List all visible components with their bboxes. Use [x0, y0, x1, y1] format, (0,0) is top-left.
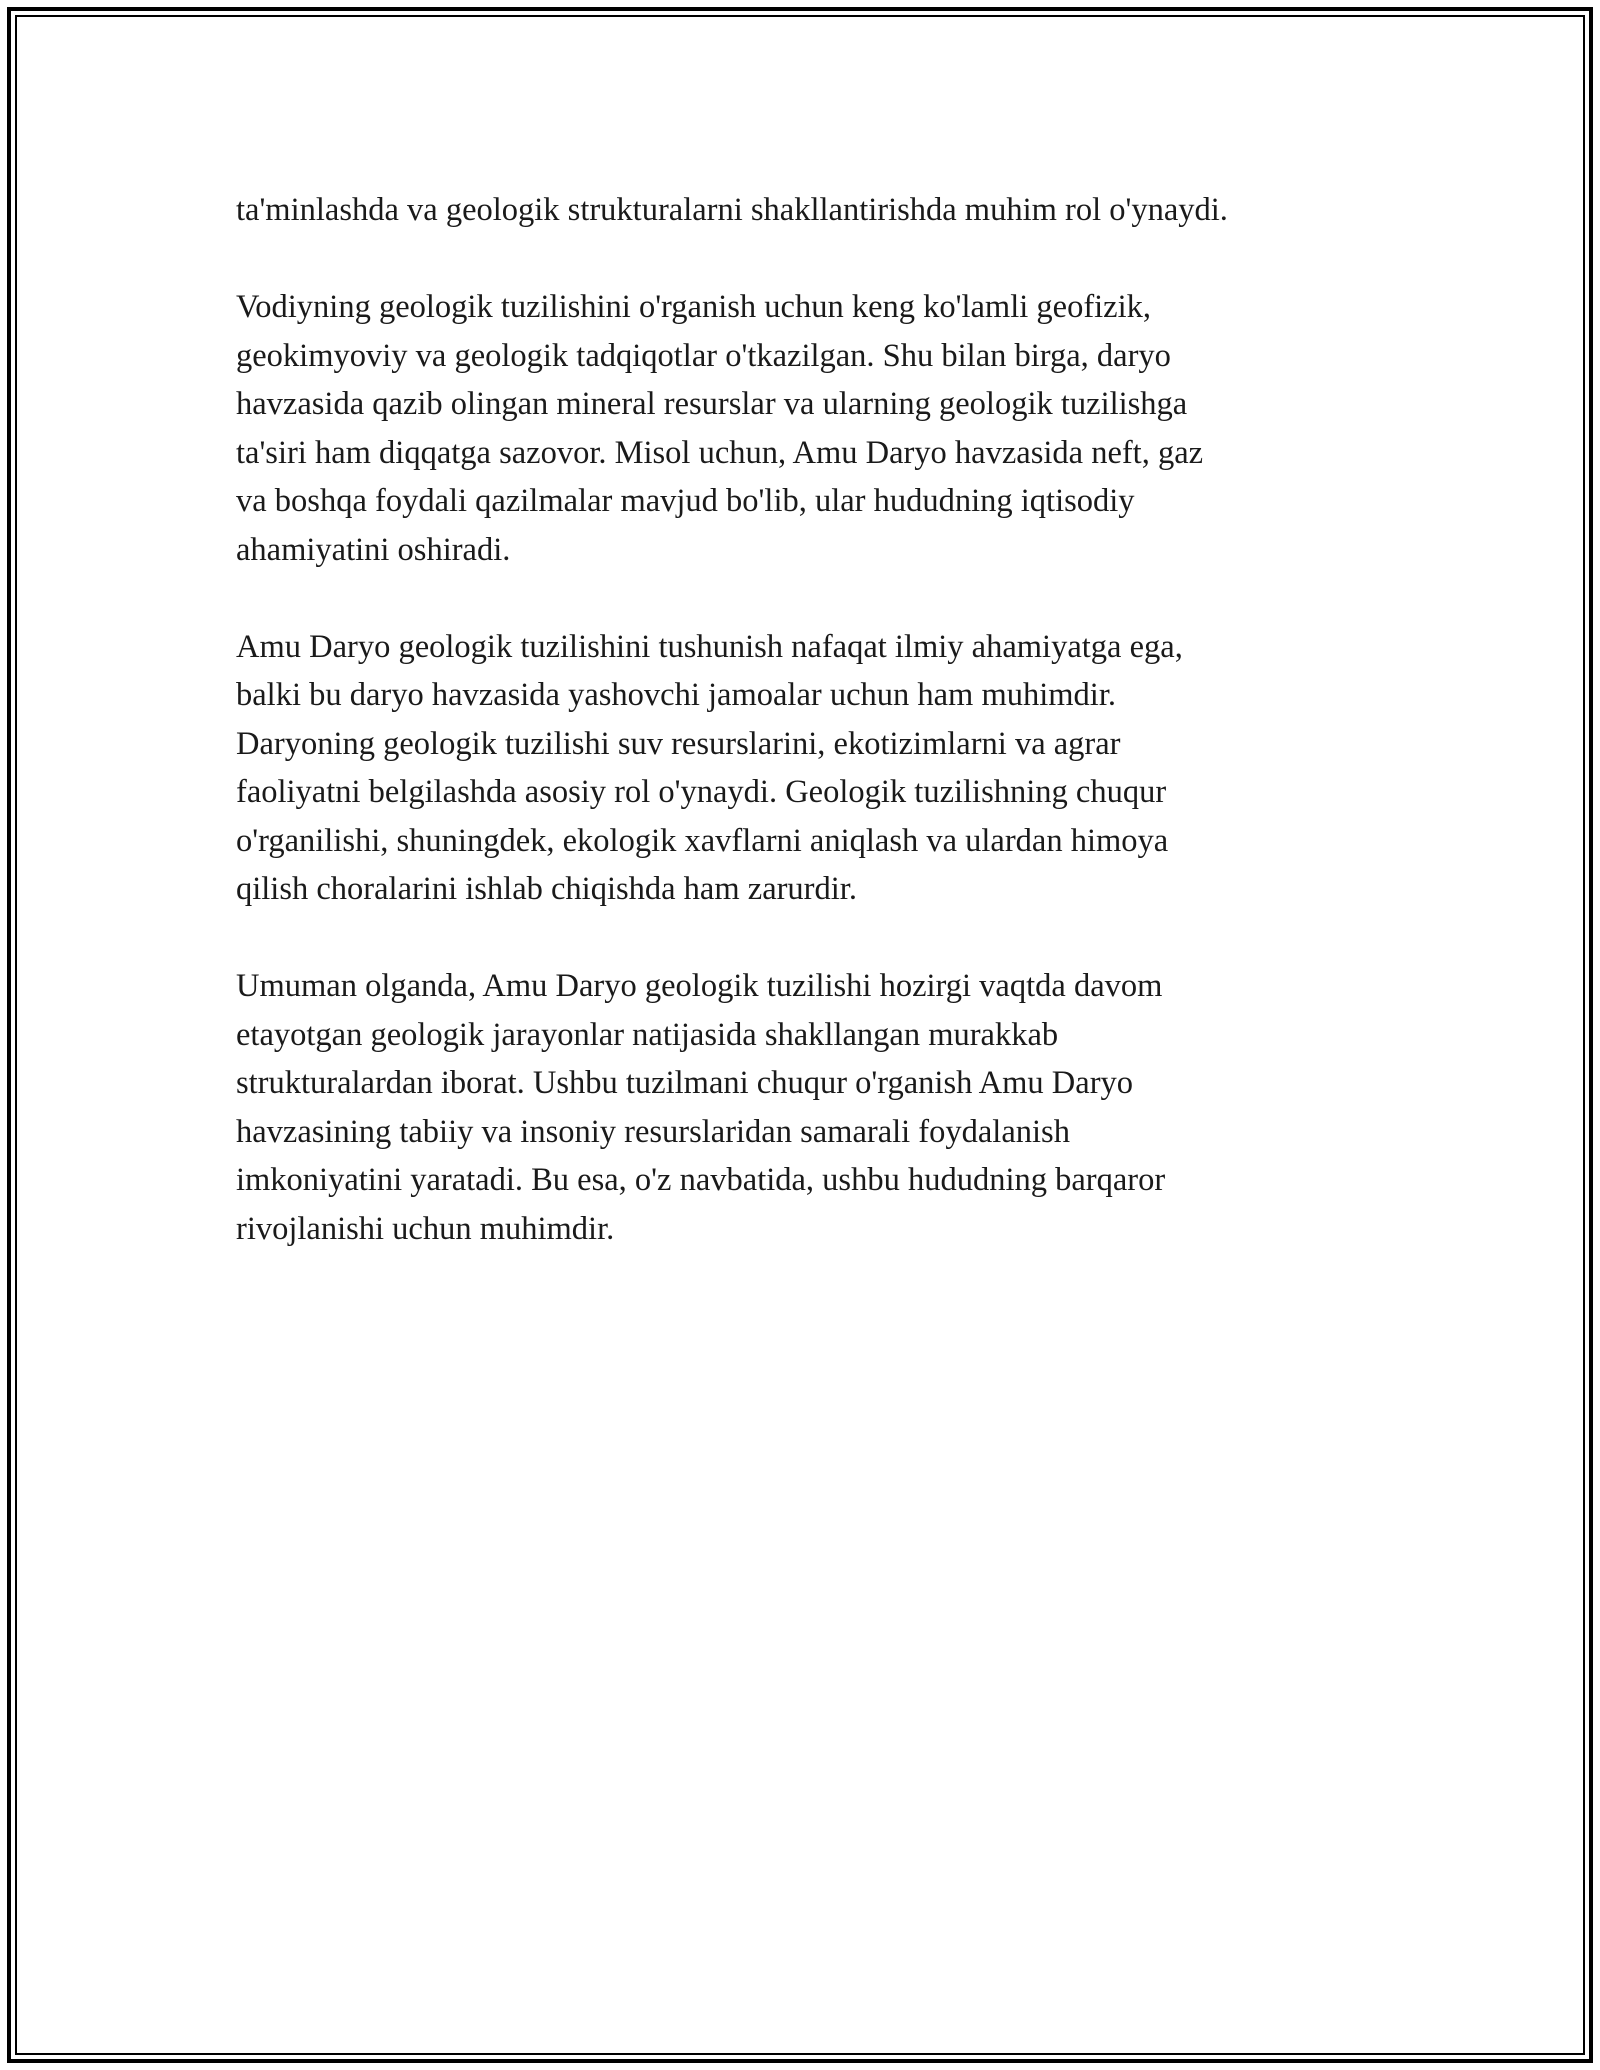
paragraph-conclusion: Umuman olganda, Amu Daryo geologik tuzilishi hozirgi vaqtda davom etayotgan geologik jarayonlar natijasida shakllangan murakkab strukturalardan iborat. Ushbu tuzilmani chuqur o'rganish Amu Daryo havzasining tabiiy va insoniy resurslaridan samarali foydalanish imkoniyatini yaratadi. Bu esa, o'z navbatida, ushbu hududning barqaror rivojlanishi uchun muhimdir.: [236, 968, 1166, 1247]
document-body: [236, 186, 1366, 1302]
paragraph-scientific-importance: Amu Daryo geologik tuzilishini tushunish nafaqat ilmiy ahamiyatga ega, balki bu daryo havzasida yashovchi jamoalar uchun ham muhimdir. Daryoning geologik tuzilishi suv resurslarini, ekotizimlarni va agrar faoliyatni belgilashda asosiy rol o'ynaydi. Geologik tuzilishning chuqur o'rganilishi, shuningdek, ekologik xavflarni aniqlash va ulardan himoya qilish choralarini ishlab chiqishda ham zarurdir.: [236, 628, 1183, 907]
paragraph-continuation: ta'minlashda va geologik strukturalarni shakllantirishda muhim rol o'ynaydi.: [236, 192, 1228, 228]
paragraph-geological-research: Vodiyning geologik tuzilishini o'rganish uchun keng ko'lamli geofizik, geokimyoviy va geologik tadqiqotlar o'tkazilgan. Shu bilan birga, daryo havzasida qazib olingan mineral resurslar va ularning geologik tuzilishga ta'siri ham diqqatga sazovor. Misol uchun, Amu Daryo havzasida neft, gaz va boshqa foydali qazilmalar mavjud bo'lib, ular hududning iqtisodiy ahamiyatini oshiradi.: [236, 289, 1204, 568]
